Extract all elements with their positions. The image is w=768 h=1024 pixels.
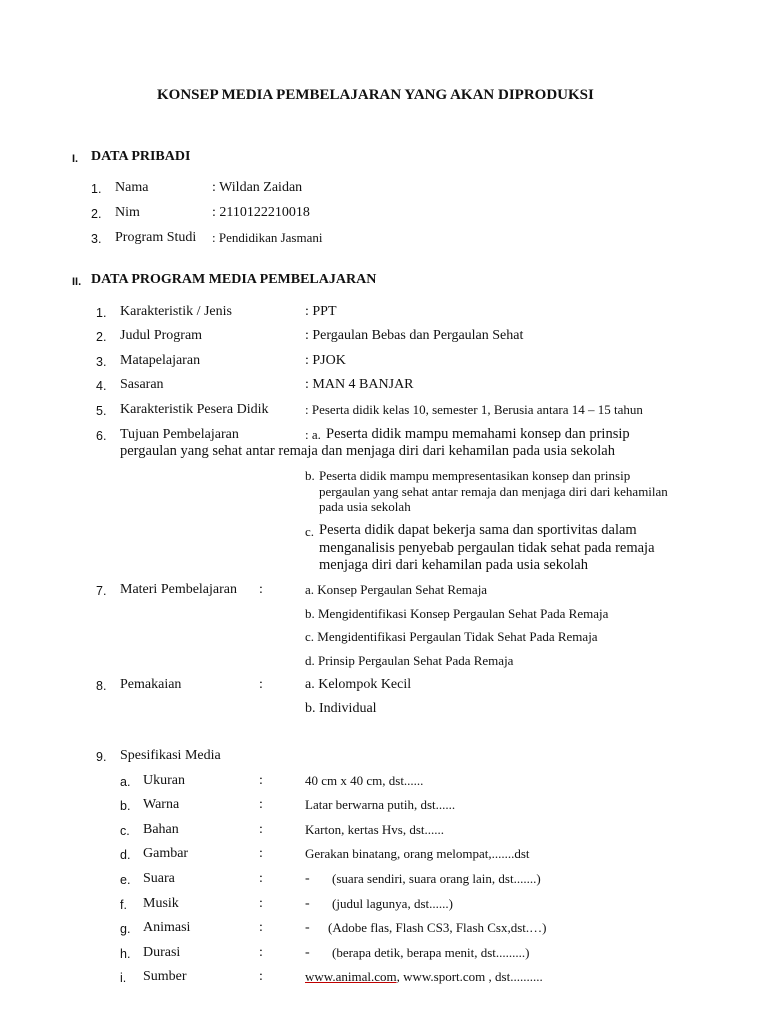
list-item-number: 6. (96, 429, 107, 443)
spec-label-durasi: Durasi (143, 945, 181, 960)
field-value-karakteristik: : PPT (305, 304, 337, 319)
list-item-number: 4. (96, 379, 107, 393)
field-label-karakteristik-peserta: Karakteristik Pesera Didik (120, 402, 269, 417)
list-item-number: 1. (96, 306, 107, 320)
materi-item: a. Konsep Pergaulan Sehat Remaja (305, 582, 488, 597)
list-item-number: 1. (91, 182, 102, 196)
field-value-nim: : 2110122210018 (212, 205, 310, 220)
spec-value-ukuran: 40 cm x 40 cm, dst...... (305, 773, 424, 788)
colon: : (259, 773, 263, 788)
pemakaian-item: a. Kelompok Kecil (305, 677, 412, 692)
field-value-judul: : Pergaulan Bebas dan Pergaulan Sehat (305, 328, 524, 343)
spec-value-warna: Latar berwarna putih, dst...... (305, 797, 456, 812)
section-1-number: I. (72, 153, 79, 165)
colon: : (259, 846, 263, 861)
document-title: KONSEP MEDIA PEMBELAJARAN YANG AKAN DIPRODUKSI (157, 87, 594, 103)
list-item-number: 5. (96, 404, 107, 418)
spec-label-ukuran: Ukuran (143, 773, 185, 788)
spec-label-animasi: Animasi (143, 920, 191, 935)
section-1-heading: DATA PRIBADI (91, 149, 191, 164)
dash: - (305, 896, 310, 911)
tujuan-b-prefix: b. (305, 468, 315, 483)
spec-letter: c. (120, 824, 130, 838)
spec-letter: g. (120, 922, 131, 936)
spec-letter: a. (120, 775, 131, 789)
spec-label-sumber: Sumber (143, 969, 187, 984)
list-item-number: 7. (96, 584, 107, 598)
dash: - (305, 871, 310, 886)
colon: : (259, 582, 263, 597)
spec-value-suara: (suara sendiri, suara orang lain, dst.......) (332, 871, 541, 886)
section-2-number: II. (72, 276, 82, 288)
list-item-number: 3. (96, 355, 107, 369)
spec-label-suara: Suara (143, 871, 175, 886)
source-link[interactable]: www.animal.com (305, 969, 397, 984)
field-label-pemakaian: Pemakaian (120, 677, 182, 692)
spec-label-warna: Warna (143, 797, 180, 812)
field-label-sasaran: Sasaran (120, 377, 164, 392)
spec-value-sumber (305, 969, 543, 985)
section-2-heading: DATA PROGRAM MEDIA PEMBELAJARAN (91, 272, 377, 287)
spec-value-bahan: Karton, kertas Hvs, dst...... (305, 822, 445, 837)
field-value-nama: : Wildan Zaidan (212, 180, 303, 195)
field-label-nama: Nama (115, 180, 149, 195)
tujuan-b-line-3: pada usia sekolah (319, 499, 411, 514)
source-rest: , www.sport.com , dst.......... (396, 969, 543, 984)
materi-item: b. Mengidentifikasi Konsep Pergaulan Sehat Pada Remaja (305, 606, 609, 621)
spec-value-gambar: Gerakan binatang, orang melompat,.......dst (305, 846, 530, 861)
colon: : (259, 920, 263, 935)
field-label-matapelajaran: Matapelajaran (120, 353, 201, 368)
spec-letter: f. (120, 898, 127, 912)
spec-letter: h. (120, 947, 131, 961)
list-item-number: 3. (91, 232, 102, 246)
colon: : (259, 896, 263, 911)
field-label-tujuan: Tujuan Pembelajaran (120, 427, 239, 442)
tujuan-a-prefix: : a. (305, 427, 321, 442)
field-label-program-studi: Program Studi (115, 230, 197, 245)
list-item-number: 8. (96, 679, 107, 693)
tujuan-a-line-1: Peserta didik mampu memahami konsep dan prinsip (326, 426, 630, 442)
dash: - (305, 945, 310, 960)
colon: : (259, 822, 263, 837)
pemakaian-item: b. Individual (305, 701, 377, 716)
materi-item: d. Prinsip Pergaulan Sehat Pada Remaja (305, 653, 514, 668)
materi-item: c. Mengidentifikasi Pergaulan Tidak Sehat Pada Remaja (305, 629, 598, 644)
list-item-number: 2. (96, 330, 107, 344)
field-label-spesifikasi: Spesifikasi Media (120, 748, 221, 763)
colon: : (259, 871, 263, 886)
field-label-karakteristik: Karakteristik / Jenis (120, 304, 232, 319)
field-value-matapelajaran: : PJOK (305, 353, 346, 368)
tujuan-c-prefix: c. (305, 524, 315, 539)
dash: - (305, 920, 310, 935)
spec-letter: e. (120, 873, 131, 887)
spec-letter: b. (120, 799, 131, 813)
field-label-nim: Nim (115, 205, 140, 220)
tujuan-a-line-2: pergaulan yang sehat antar remaja dan menjaga diri dari kehamilan pada usia sekolah (120, 443, 615, 459)
tujuan-c-line-2: menganalisis penyebab pergaulan tidak sehat pada remaja (319, 540, 655, 556)
spec-label-musik: Musik (143, 896, 179, 911)
colon: : (259, 969, 263, 984)
spec-letter: i. (120, 971, 127, 985)
spec-label-gambar: Gambar (143, 846, 189, 861)
colon: : (259, 797, 263, 812)
field-value-karakteristik-peserta: : Peserta didik kelas 10, semester 1, Berusia antara 14 – 15 tahun (305, 402, 643, 417)
tujuan-b-line-2: pergaulan yang sehat antar remaja dan menjaga diri dari kehamilan (319, 484, 668, 499)
spec-letter: d. (120, 848, 131, 862)
spec-value-durasi: (berapa detik, berapa menit, dst.........) (332, 945, 530, 960)
tujuan-c-line-3: menjaga diri dari kehamilan pada usia sekolah (319, 557, 588, 573)
colon: : (259, 945, 263, 960)
list-item-number: 2. (91, 207, 102, 221)
spec-value-musik: (judul lagunya, dst......) (332, 896, 453, 911)
tujuan-b-line-1: Peserta didik mampu mempresentasikan konsep dan prinsip (319, 468, 631, 483)
colon: : (259, 677, 263, 692)
spec-label-bahan: Bahan (143, 822, 179, 837)
spec-value-animasi: (Adobe flas, Flash CS3, Flash Csx,dst.…) (328, 920, 547, 935)
list-item-number: 9. (96, 750, 107, 764)
tujuan-c-line-1: Peserta didik dapat bekerja sama dan sportivitas dalam (319, 522, 637, 538)
field-value-sasaran: : MAN 4 BANJAR (305, 377, 414, 392)
field-label-judul: Judul Program (120, 328, 203, 343)
field-label-materi: Materi Pembelajaran (120, 582, 238, 597)
field-value-program-studi: : Pendidikan Jasmani (212, 230, 323, 245)
